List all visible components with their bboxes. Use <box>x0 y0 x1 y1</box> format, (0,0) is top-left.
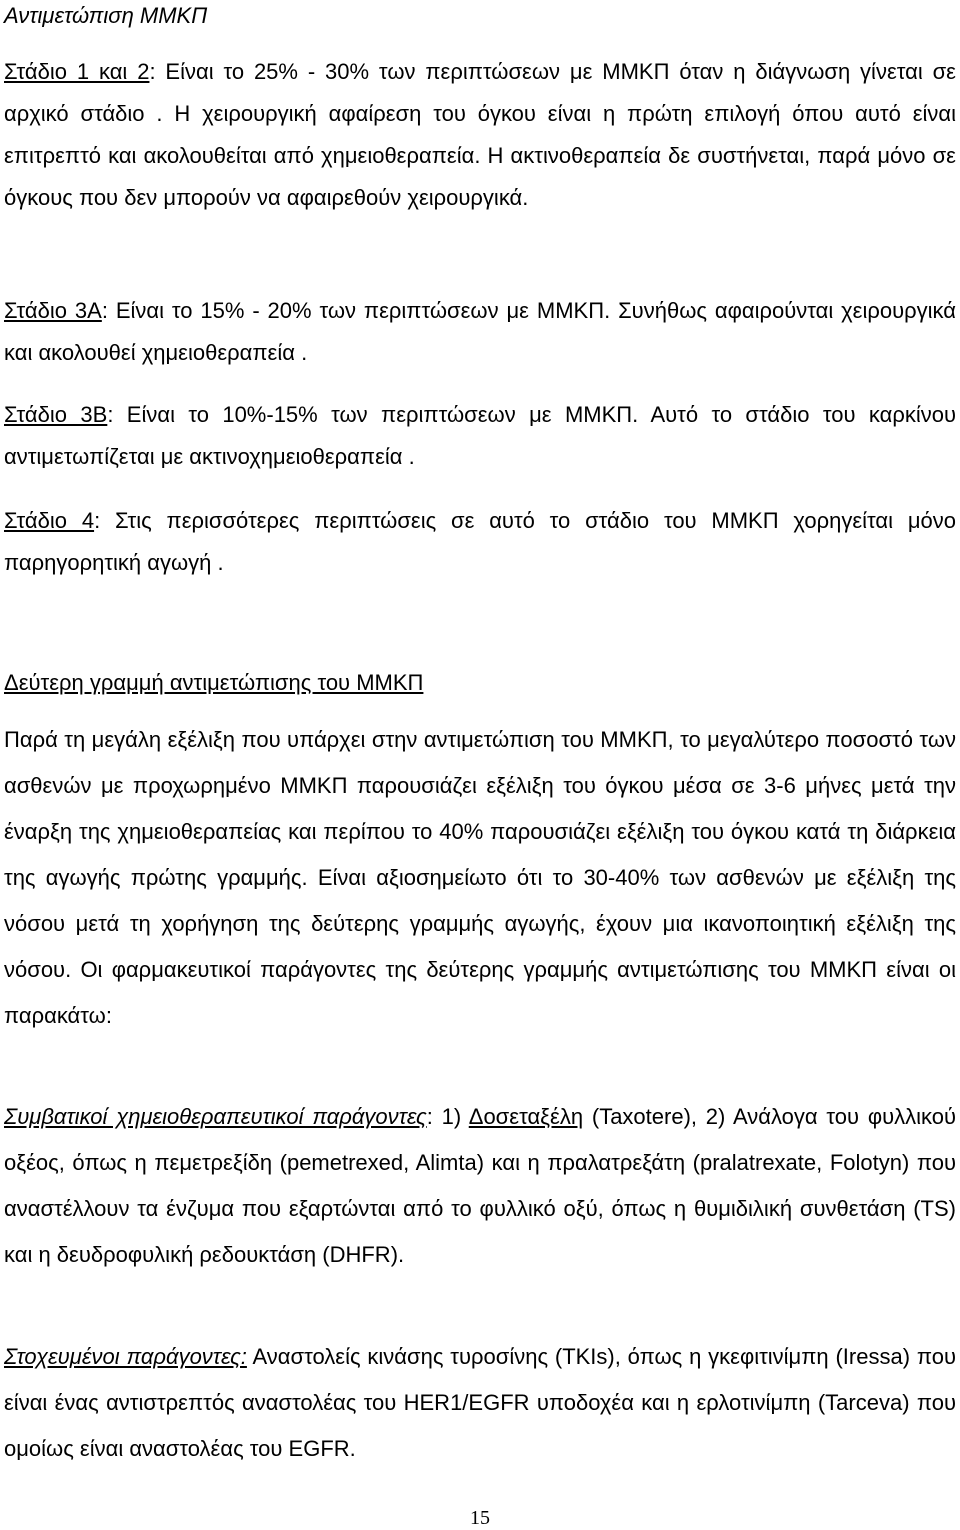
stage-3a-label: Στάδιο 3Α <box>4 298 102 323</box>
stage-3a-paragraph <box>4 290 956 374</box>
stage-1-2-label: Στάδιο 1 και 2 <box>4 59 150 84</box>
stage-1-2-paragraph <box>4 51 956 219</box>
stage-3b-paragraph <box>4 394 956 478</box>
second-line-heading: Δεύτερη γραμμή αντιμετώπισης του ΜΜΚΠ <box>4 670 424 695</box>
section-title: Αντιμετώπιση ΜΜΚΠ <box>4 3 208 28</box>
page-number: 15 <box>470 1507 490 1529</box>
conventional-agents-text-1: : 1) <box>426 1104 469 1129</box>
conventional-agents-text-2: (Taxotere), 2) Ανάλογα του φυλλικού οξέος, όπως η πεμετρεξίδη (pemetrexed, Alimta) και η πραλατρεξάτη (pralatrexate, Folotyn) που αναστέλλουν τα ένζυμα που εξαρτώνται από το φυλλικό οξύ, όπως η θυμιδιλική συνθετάση (TS) και η δευδροφυλική ρεδουκτάση (DHFR). <box>4 1104 956 1267</box>
conventional-agents-paragraph <box>4 1094 956 1278</box>
targeted-agents-label: Στοχευμένοι παράγοντες: <box>4 1344 247 1369</box>
stage-4-label: Στάδιο 4 <box>4 508 95 533</box>
stage-3b-label: Στάδιο 3Β <box>4 402 108 427</box>
targeted-agents-paragraph <box>4 1334 956 1472</box>
stage-3b-text: : Είναι το 10%-15% των περιπτώσεων με ΜΜΚΠ. Αυτό το στάδιο του καρκίνου αντιμετωπίζεται με ακτινοχημειοθεραπεία . <box>4 402 956 469</box>
stage-4-text: : Στις περισσότερες περιπτώσεις σε αυτό το στάδιο του ΜΜΚΠ χορηγείται μόνο παρηγορητική αγωγή . <box>4 508 956 575</box>
stage-3a-text: : Είναι το 15% - 20% των περιπτώσεων με ΜΜΚΠ. Συνήθως αφαιρούνται χειρουργικά και ακολουθεί χημειοθεραπεία . <box>4 298 956 365</box>
targeted-agents-text: Αναστολείς κινάσης τυροσίνης (TKIs), όπως η γκεφιτινίμπη (Iressa) που είναι ένας αντιστρεπτός αναστολέας του HER1/EGFR υποδοχέα και η ερλοτινίμπη (Tarceva) που ομοίως είναι αναστολέας του EGFR. <box>4 1344 956 1461</box>
second-line-intro-paragraph: Παρά τη μεγάλη εξέλιξη που υπάρχει στην αντιμετώπιση του ΜΜΚΠ, το μεγαλύτερο ποσοστό των ασθενών με προχωρημένο ΜΜΚΠ παρουσιάζει εξέλιξη του όγκου μέσα σε 3-6 μήνες μετά την έναρξη της χημειοθεραπείας και περίπου το 40% παρουσιάζει εξέλιξη του όγκου κατά τη διάρκεια της αγωγής πρώτης γραμμής. Είναι αξιοσημείωτο ότι το 30-40% των ασθενών με εξέλιξη της νόσου μετά τη χορήγηση της δεύτερης γραμμής αγωγής, έχουν μια ικανοποιητική εξέλιξη της νόσου. Οι φαρμακευτικοί παράγοντες της δεύτερης γραμμής αντιμετώπισης του ΜΜΚΠ είναι οι παρακάτω: <box>4 727 956 1028</box>
conventional-agents-label: Συμβατικοί χημειοθεραπευτικοί παράγοντες <box>4 1104 427 1129</box>
stage-4-paragraph <box>4 500 956 584</box>
stage-1-2-text: : Είναι το 25% - 30% των περιπτώσεων με ΜΜΚΠ όταν η διάγνωση γίνεται σε αρχικό στάδιο . Η χειρουργική αφαίρεση του όγκου είναι η πρώτη επιλογή όπου αυτό είναι επιτρεπτό και ακολουθείται από χημειοθεραπεία. Η ακτινοθεραπεία δε συστήνεται, παρά μόνο σε όγκους που δεν μπορούν να αφαιρεθούν χειρουργικά. <box>4 59 956 210</box>
docetaxel-term: Δοσεταξέλη <box>468 1104 584 1129</box>
